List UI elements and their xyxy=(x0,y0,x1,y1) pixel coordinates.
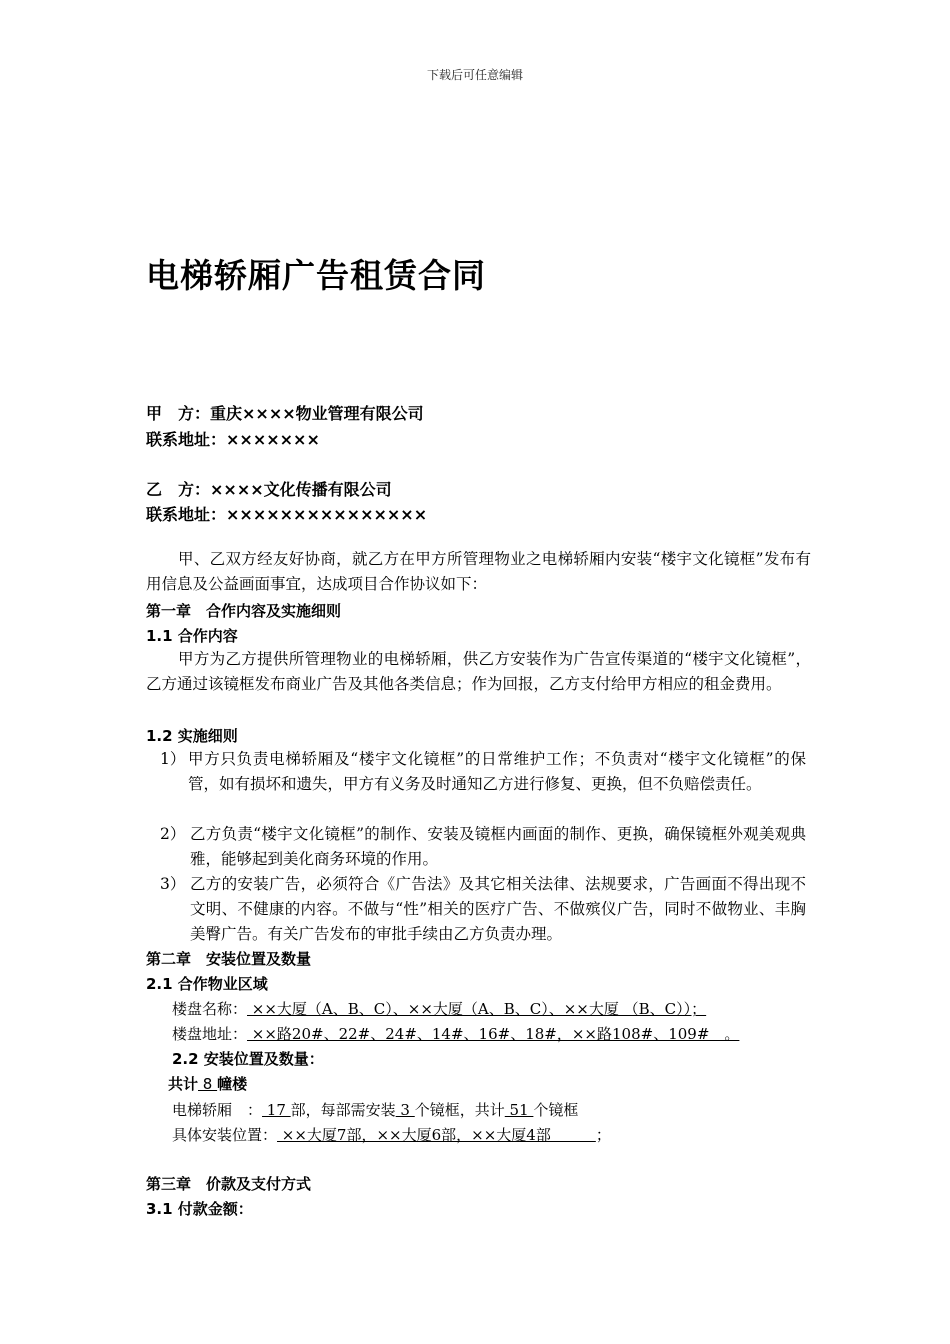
elevator-count: 17 xyxy=(262,1101,291,1119)
list-item-number: 3） xyxy=(160,875,186,893)
total-buildings-line xyxy=(168,1073,247,1094)
list-item xyxy=(160,822,806,872)
building-address-value: ××路20#、22#、24#、14#、16#、18#，××路108#、109# 。 xyxy=(247,1025,740,1043)
frames-suffix: 个镜框 xyxy=(533,1101,579,1119)
building-name-value: ××大厦（A、B、C）、××大厦（A、B、C）、××大厦 （B、C））； xyxy=(247,1000,707,1018)
party-b-name: ××××文化传播有限公司 xyxy=(210,480,392,499)
list-item-number: 2） xyxy=(160,825,186,843)
elevator-label: 电梯轿厢 ： xyxy=(172,1101,263,1119)
party-b-label: 乙 方： xyxy=(146,480,211,499)
party-a-address: ××××××× xyxy=(226,430,320,449)
building-name-line xyxy=(172,998,706,1019)
total-buildings-value: 8 xyxy=(198,1075,218,1093)
party-a-line xyxy=(146,401,424,424)
list-item xyxy=(160,747,806,797)
frames-per-elevator: 3 xyxy=(395,1101,415,1119)
chapter-3-title: 第三章 价款及支付方式 xyxy=(146,1175,312,1193)
install-location-value: ××大厦7部，××大厦6部，××大厦4部 xyxy=(277,1126,596,1144)
intro-paragraph: 甲、乙双方经友好协商，就乙方在甲方所管理物业之电梯轿厢内安装“楼宇文化镜框”发布有用信息及公益画面事宜，达成项目合作协议如下： xyxy=(146,550,811,593)
list-item xyxy=(160,872,806,947)
party-a-address-label: 联系地址： xyxy=(146,430,227,449)
party-b-address: ××××××××××××××× xyxy=(226,505,428,524)
section-1-1-text: 甲方为乙方提供所管理物业的电梯轿厢，供乙方安装作为广告宣传渠道的“楼宇文化镜框”，乙方通过该镜框发布商业广告及其他各类信息；作为回报，乙方支付给甲方相应的租金费用。 xyxy=(146,650,811,693)
party-b-address-line xyxy=(146,502,427,525)
building-address-line xyxy=(172,1023,739,1044)
list-item-text: 甲方只负责电梯轿厢及“楼宇文化镜框”的日常维护工作；不负责对“楼宇文化镜框”的保管，如有损坏和遗失，甲方有义务及时通知乙方进行修复、更换，但不负赔偿责任。 xyxy=(188,750,806,793)
total-suffix: 幢楼 xyxy=(217,1075,248,1093)
header-note: 下载后可任意编辑 xyxy=(426,68,523,82)
list-item-text: 乙方负责“楼宇文化镜框”的制作、安装及镜框内画面的制作、更换，确保镜框外观美观典雅，能够起到美化商务环境的作用。 xyxy=(190,825,806,868)
chapter-2-title: 第二章 安装位置及数量 xyxy=(146,950,312,968)
party-a-address-line xyxy=(146,427,320,450)
elevator-line xyxy=(172,1099,578,1120)
list-item-text: 乙方的安装广告，必须符合《广告法》及其它相关法律、法规要求，广告画面不得出现不文明、不健康的内容。不做与“性”相关的医疗广告、不做殡仪广告，同时不做物业、丰胸美臀广告。有关广告发布的审批手续由乙方负责办理。 xyxy=(190,875,806,943)
frames-total: 51 xyxy=(504,1101,534,1119)
install-location-end: ； xyxy=(595,1126,611,1144)
section-2-2-title: 2.2 安装位置及数量： xyxy=(172,1050,324,1068)
frames-mid: 个镜框，共计 xyxy=(414,1101,505,1119)
building-name-label: 楼盘名称： xyxy=(172,1000,248,1018)
section-2-1-title: 2.1 合作物业区域 xyxy=(146,975,268,993)
section-1-1-title: 1.1 合作内容 xyxy=(146,627,238,645)
list-item-number: 1） xyxy=(160,750,186,768)
section-3-1-title: 3.1 付款金额： xyxy=(146,1200,253,1218)
building-address-label: 楼盘地址： xyxy=(172,1025,248,1043)
contract-title: 电梯轿厢广告租赁合同 xyxy=(146,256,486,295)
party-a-label: 甲 方： xyxy=(146,404,211,423)
install-location-label: 具体安装位置： xyxy=(172,1126,278,1144)
party-b-address-label: 联系地址： xyxy=(146,505,227,524)
party-b-line xyxy=(146,477,392,500)
section-1-2-title: 1.2 实施细则 xyxy=(146,727,238,745)
party-a-name: 重庆××××物业管理有限公司 xyxy=(210,404,424,423)
chapter-1-title: 第一章 合作内容及实施细则 xyxy=(146,602,342,620)
install-location-line xyxy=(172,1124,611,1145)
total-prefix: 共计 xyxy=(168,1075,199,1093)
elevator-mid: 部，每部需安装 xyxy=(290,1101,396,1119)
